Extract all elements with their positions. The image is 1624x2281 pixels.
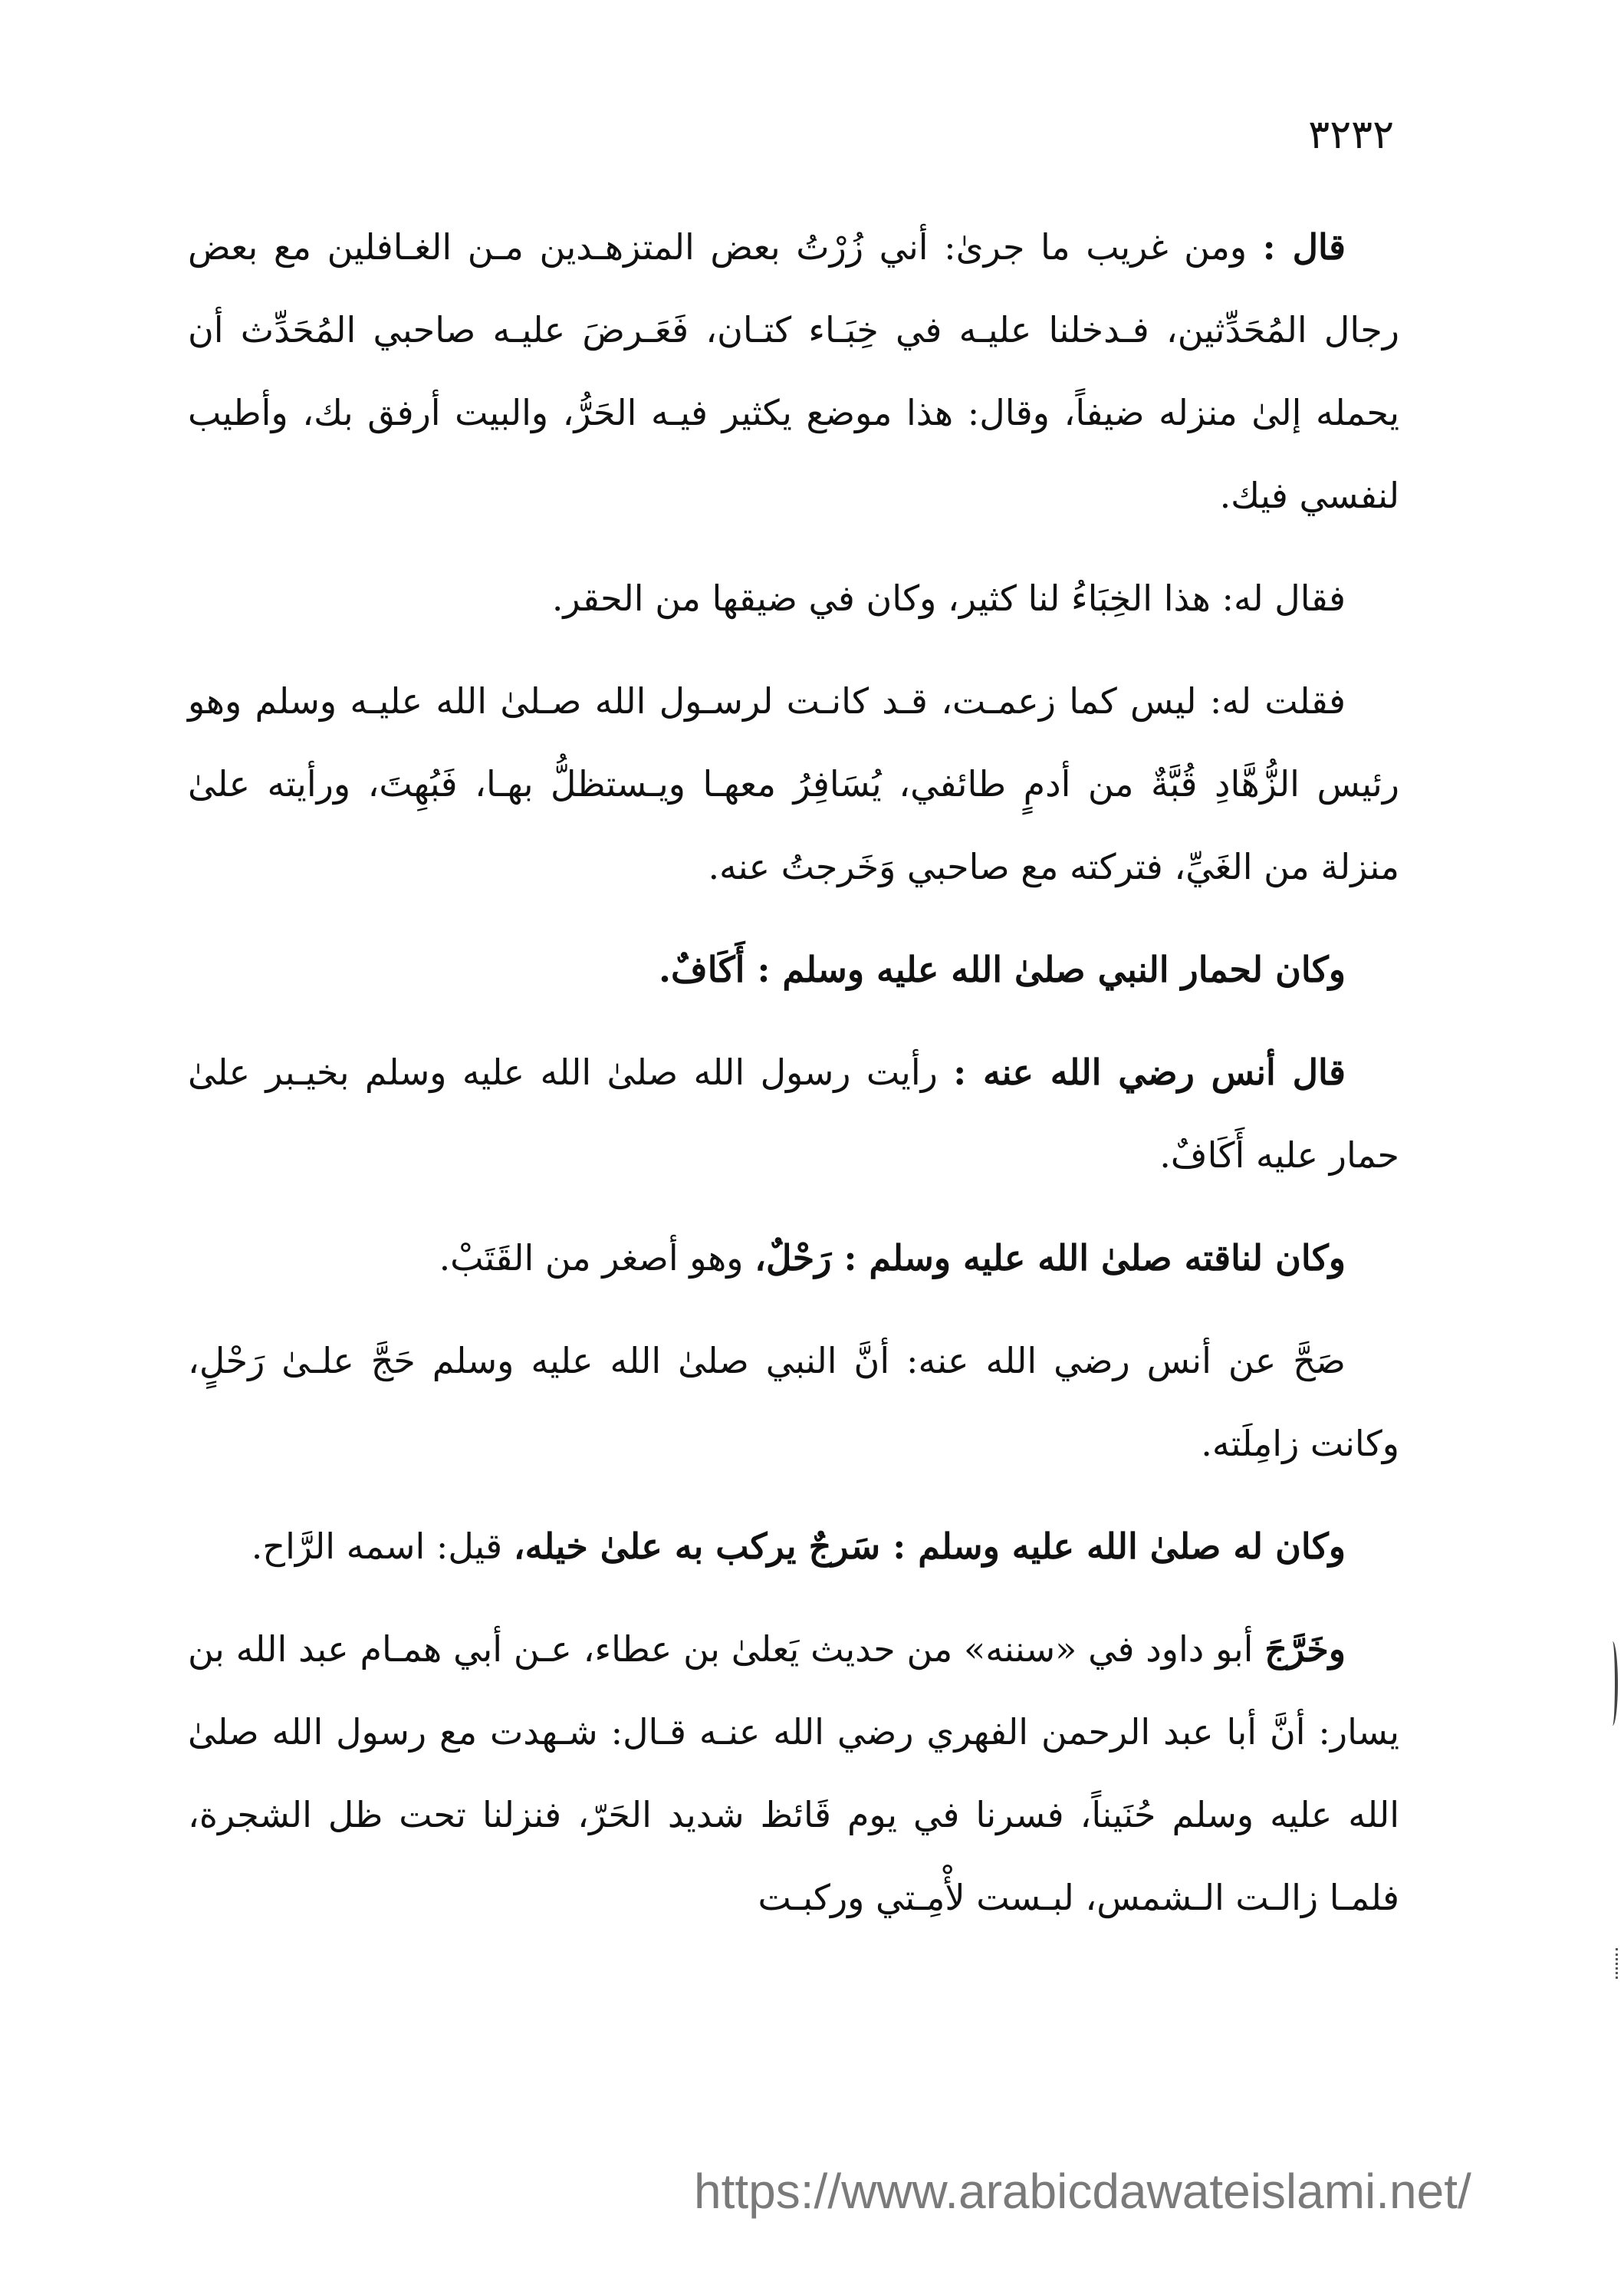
paragraph-text: فقال له: هذا الخِبَاءُ لنا كثير، وكان في ضيقها من الحقر. xyxy=(551,578,1346,619)
paragraph xyxy=(188,206,1399,537)
page-number: ٣٢٣٢ xyxy=(1308,112,1394,158)
paragraph-text: فقلت له: ليس كما زعمـت، قـد كانـت لرسـول الله صـلىٰ الله عليـه وسلم وهو رئيس الزُّهَّادِ قُبَّةٌ من أدمٍ طائفي، يُسَافِرُ معهـا ويـستظلُّ بهـا، فَبُهِتَ، ورأيته علىٰ منزلة من الغَيِّ، فتركته مع صاحبي وَخَرجتُ عنه. xyxy=(188,680,1399,887)
paragraph xyxy=(188,1031,1399,1196)
paragraph-text: قيل: اسمه الرَّاح. xyxy=(251,1526,514,1567)
paragraph-lead: قال : xyxy=(1262,226,1346,268)
paragraph-text: صَحَّ عن أنس رضي الله عنه: أنَّ النبي صلىٰ الله عليه وسلم حَجَّ علـىٰ رَحْلٍ، وكانت زامِلَته. xyxy=(188,1340,1399,1464)
body-text xyxy=(188,206,1399,1959)
paragraph-lead: وكان لحمار النبي صلىٰ الله عليه وسلم : أَكَافٌ. xyxy=(659,949,1346,990)
paragraph xyxy=(188,660,1399,908)
paragraph xyxy=(188,928,1399,1011)
paragraph xyxy=(188,1505,1399,1588)
paragraph-lead: وكان لناقته صلىٰ الله عليه وسلم : رَحْلٌ، xyxy=(754,1237,1346,1279)
binding-edge-mark xyxy=(1607,1641,1618,1726)
paragraph-lead: وكان له صلىٰ الله عليه وسلم : سَرجٌ يركب به علىٰ خيله، xyxy=(513,1526,1346,1567)
paragraph xyxy=(188,1216,1399,1299)
paragraph-lead: وخَرَّجَ xyxy=(1264,1628,1346,1670)
watermark-url: https://www.arabicdawateislami.net/ xyxy=(694,2164,1471,2219)
paragraph-text: ومن غريب ما جرىٰ: أني زُرْتُ بعض المتزهـدين مـن الغـافلين مع بعض رجال المُحَدِّثين، فـدخلنا عليـه في خِبَـاء كتـان، فَعَـرضَ عليـه صاحبي المُحَدِّث أن يحمله إلىٰ منزله ضيفاً، وقال: هذا موضع يكثير فيـه الحَرُّ، والبيت أرفق بك، وأطيب لنفسي فيك. xyxy=(188,226,1399,516)
paragraph-text: أبو داود في «سننه» من حديث يَعلىٰ بن عطاء، عـن أبي همـام عبد الله بن يسار: أنَّ أبا عبد الرحمن الفهري رضي الله عنـه قـال: شـهدت مع رسول الله صلىٰ الله عليه وسلم حُنَيناً، فسرنا في يوم قَائظ شديد الحَرّ، فنزلنا تحت ظل الشجرة، فلمـا زالـت الـشمس، لبـست لأْمِـتي وركبـت xyxy=(188,1628,1399,1918)
paragraph-lead: قال أنس رضي الله عنه : xyxy=(953,1052,1346,1093)
paragraph-text: رأيت رسول الله صلىٰ الله عليه وسلم بخيـبر علىٰ حمار عليه أَكَافٌ. xyxy=(188,1052,1399,1176)
paragraph xyxy=(188,1608,1399,1939)
binding-edge-mark xyxy=(1608,1948,1618,1979)
paragraph xyxy=(188,1319,1399,1485)
paragraph-text: وهو أصغر من القَتَبْ. xyxy=(439,1237,755,1279)
paragraph xyxy=(188,557,1399,640)
